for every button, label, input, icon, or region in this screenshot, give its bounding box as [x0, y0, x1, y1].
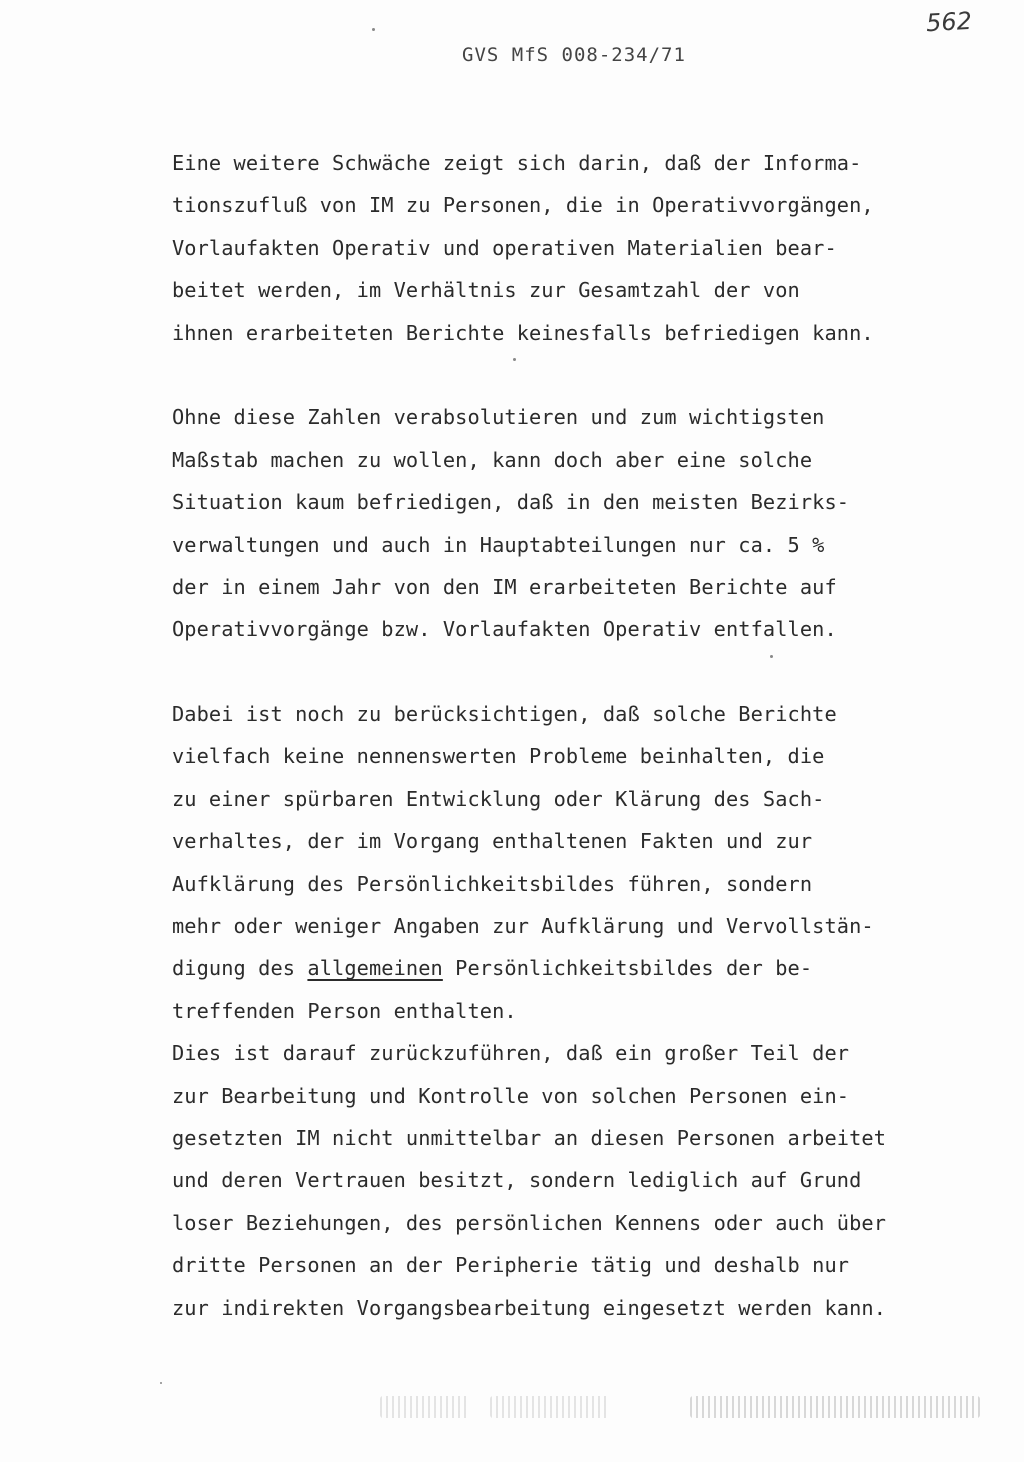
scan-speck — [160, 1382, 162, 1384]
text-line: beitet werden, im Verhältnis zur Gesamtzahl der von — [172, 278, 800, 303]
text-line: Aufklärung des Persönlichkeitsbildes führen, sondern — [172, 871, 813, 896]
text-line-with-underline — [172, 947, 962, 989]
text-line: vielfach keine nennenswerten Probleme beinhalten, die — [172, 744, 825, 769]
text-line: ihnen erarbeiteten Berichte keinesfalls befriedigen kann. — [172, 320, 874, 345]
text-line: tionszufluß von IM zu Personen, die in Operativvorgängen, — [172, 193, 874, 218]
document-reference-header: GVS MfS 008-234/71 — [462, 44, 686, 66]
paragraph-gap — [172, 651, 962, 693]
text-line: Dabei ist noch zu berücksichtigen, daß solche Berichte — [172, 702, 837, 727]
text-segment: digung des — [172, 956, 308, 981]
text-line: der in einem Jahr von den IM erarbeiteten Berichte auf — [172, 574, 837, 599]
text-line: Eine weitere Schwäche zeigt sich darin, daß der Informa- — [172, 151, 862, 175]
scan-noise — [380, 1396, 470, 1418]
scan-speck — [372, 28, 375, 31]
document-body — [172, 142, 962, 1329]
text-line: mehr oder weniger Angaben zur Aufklärung und Vervollstän- — [172, 914, 874, 939]
text-line: Maßstab machen zu wollen, kann doch aber eine solche — [172, 447, 813, 472]
scan-speck — [770, 655, 773, 658]
text-line: Situation kaum befriedigen, daß in den meisten Bezirks- — [172, 490, 850, 515]
text-line: zur Bearbeitung und Kontrolle von solchen Personen ein- — [172, 1083, 850, 1108]
text-line: und deren Vertrauen besitzt, sondern lediglich auf Grund — [172, 1168, 862, 1193]
text-segment: Persönlichkeitsbildes der be- — [442, 956, 813, 981]
text-line: Ohne diese Zahlen verabsolutieren und zum wichtigsten — [172, 405, 825, 430]
scan-noise — [690, 1396, 980, 1418]
text-line: verwaltungen und auch in Hauptabteilungen nur ca. 5 % — [172, 532, 825, 557]
text-line: gesetzten IM nicht unmittelbar an diesen Personen arbeitet — [172, 1125, 886, 1150]
text-line: Operativvorgänge bzw. Vorlaufakten Operativ entfallen. — [172, 617, 837, 642]
scan-noise — [490, 1396, 610, 1418]
text-line: Dies ist darauf zurückzuführen, daß ein großer Teil der — [172, 1041, 850, 1066]
scan-speck — [513, 358, 516, 361]
text-line: verhaltes, der im Vorgang enthaltenen Fakten und zur — [172, 829, 813, 854]
text-line: zu einer spürbaren Entwicklung oder Klärung des Sach- — [172, 786, 825, 811]
paragraph-gap — [172, 354, 962, 396]
text-line: dritte Personen an der Peripherie tätig und deshalb nur — [172, 1253, 850, 1278]
text-line: treffenden Person enthalten. — [172, 998, 517, 1023]
underlined-word: allgemeinen — [307, 956, 443, 981]
text-line: Vorlaufakten Operativ und operativen Materialien bear- — [172, 235, 837, 260]
text-line: loser Beziehungen, des persönlichen Kennens oder auch über — [172, 1210, 886, 1235]
text-line: zur indirekten Vorgangsbearbeitung eingesetzt werden kann. — [172, 1295, 886, 1320]
page-number: 562 — [925, 6, 973, 38]
